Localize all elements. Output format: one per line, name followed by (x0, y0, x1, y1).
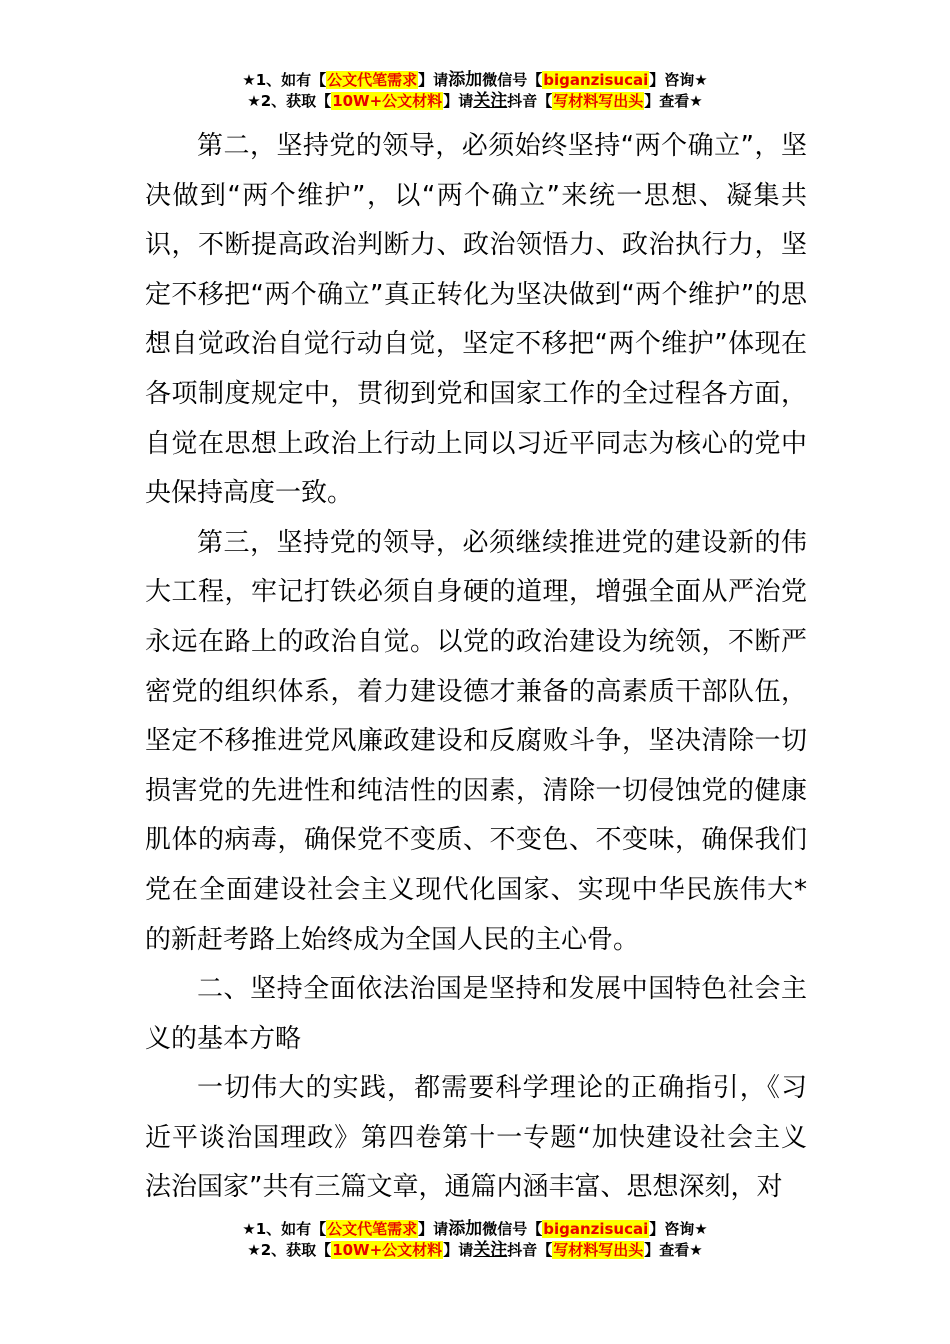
banner-emphasis: 关注 (473, 1240, 508, 1260)
banner-line-2 (0, 1240, 950, 1261)
banner-highlight: 写材料写出头 (553, 1241, 644, 1259)
banner-highlight: 写材料写出头 (553, 92, 644, 110)
footer-banner (0, 1219, 950, 1261)
banner-text: 抖音【 (507, 1241, 553, 1259)
banner-text: ★1、如有【 (242, 71, 327, 89)
document-body (145, 122, 807, 1213)
banner-text: 】查看★ (644, 92, 703, 110)
banner-text: 】查看★ (644, 1241, 703, 1259)
banner-emphasis: 添加 (448, 70, 483, 90)
banner-text: 抖音【 (507, 92, 553, 110)
banner-highlight: biganzisucai (543, 1220, 649, 1238)
banner-text: 微信号【 (482, 1220, 543, 1238)
banner-text: 微信号【 (482, 71, 543, 89)
banner-line-2 (0, 91, 950, 112)
paragraph: 一切伟大的实践，都需要科学理论的正确指引，《习近平谈治国理政》第四卷第十一专题“加快建设社会主义法治国家”共有三篇文章，通篇内涵丰富、思想深刻，对 (145, 1073, 807, 1203)
banner-text: ★1、如有【 (242, 1220, 327, 1238)
paragraph: 第二，坚持党的领导，必须始终坚持“两个确立”，坚决做到“两个维护”，以“两个确立”来统一思想、凝集共识，不断提高政治判断力、政治领悟力、政治执行力，坚定不移把“两个确立”真正转化为坚决做到“两个维护”的思想自觉政治自觉行动自觉，坚定不移把“两个维护”体现在各项制度规定中，贯彻到党和国家工作的全过程各方面，自觉在思想上政治上行动上同以习近平同志为核心的党中央保持高度一致。 (145, 131, 807, 509)
banner-text: 】请 (443, 1241, 474, 1259)
banner-highlight: 公文代笔需求 (327, 71, 418, 89)
banner-emphasis: 添加 (448, 1219, 483, 1239)
banner-line-1 (0, 70, 950, 91)
banner-text: ★2、获取【 (247, 92, 332, 110)
banner-highlight: 公文代笔需求 (327, 1220, 418, 1238)
banner-text: ★2、获取【 (247, 1241, 332, 1259)
banner-text: 】咨询★ (649, 71, 708, 89)
banner-text: 】咨询★ (649, 1220, 708, 1238)
header-banner (0, 70, 950, 112)
banner-emphasis: 关注 (473, 91, 508, 111)
banner-text: 】请 (418, 71, 449, 89)
banner-text: 】请 (418, 1220, 449, 1238)
banner-text: 】请 (443, 92, 474, 110)
banner-line-1 (0, 1219, 950, 1240)
banner-highlight: 10W+公文材料 (332, 1241, 443, 1259)
section-heading: 二、坚持全面依法治国是坚持和发展中国特色社会主义的基本方略 (145, 974, 807, 1054)
banner-highlight: 10W+公文材料 (332, 92, 443, 110)
banner-highlight: biganzisucai (543, 71, 649, 89)
paragraph: 第三，坚持党的领导，必须继续推进党的建设新的伟大工程，牢记打铁必须自身硬的道理，增强全面从严治党永远在路上的政治自觉。以党的政治建设为统领，不断严密党的组织体系，着力建设德才兼备的高素质干部队伍，坚定不移推进党风廉政建设和反腐败斗争，坚决清除一切损害党的先进性和纯洁性的因素，清除一切侵蚀党的健康肌体的病毒，确保党不变质、不变色、不变味，确保我们党在全面建设社会主义现代化国家、实现中华民族伟大*的新赶考路上始终成为全国人民的主心骨。 (145, 527, 807, 955)
